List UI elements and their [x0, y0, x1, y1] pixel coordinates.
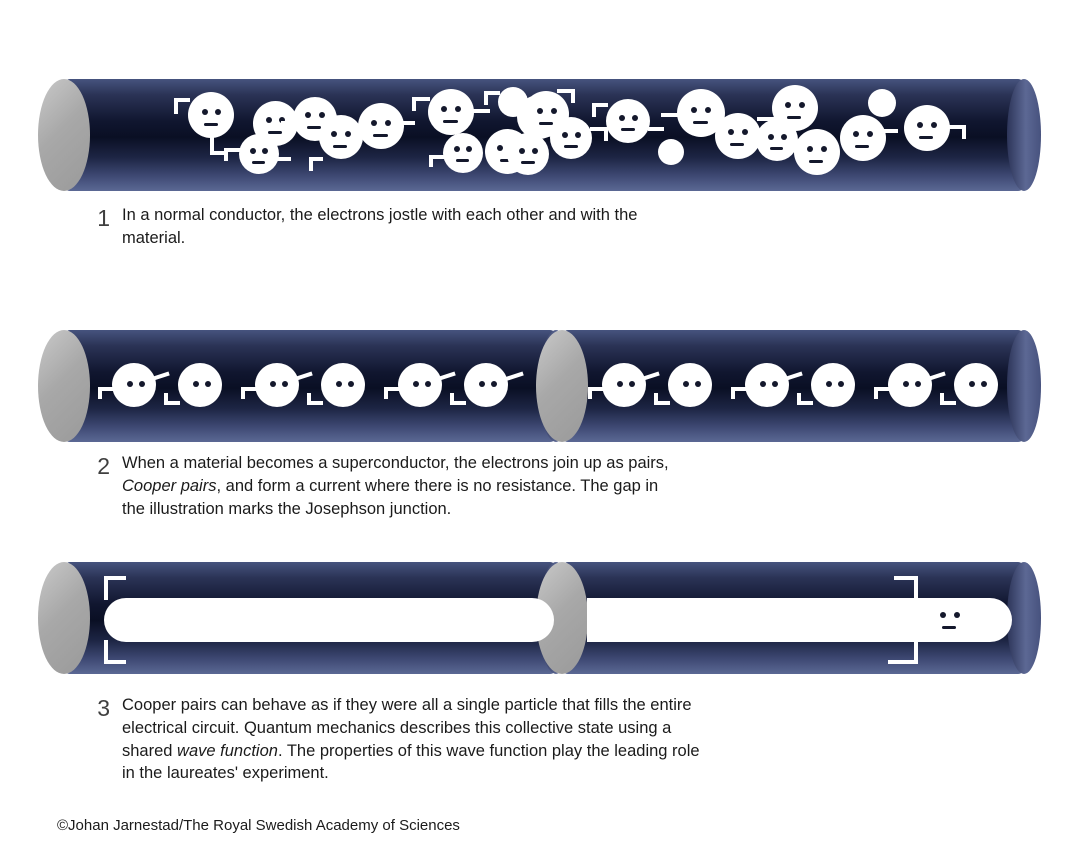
electron-eye — [202, 109, 208, 115]
electron-limb — [429, 155, 433, 167]
electron — [188, 92, 234, 138]
cooper-pair-electron — [255, 363, 299, 407]
electron-limb — [472, 109, 490, 113]
electron-eye — [385, 120, 391, 126]
electron-mouth — [621, 128, 635, 131]
caption-segment: , and form a current where there is no resistance. The gap in the illustration marks the Josephson junction. — [122, 476, 659, 518]
electron-eye — [853, 131, 859, 137]
electron-limb — [648, 127, 664, 131]
electron-limb — [273, 157, 291, 161]
electron-limb — [164, 393, 168, 405]
electron-limb — [241, 387, 245, 399]
electron-eye — [537, 108, 543, 114]
electron-limb — [962, 125, 966, 139]
electron-limb — [224, 148, 228, 161]
electron-mouth — [268, 131, 282, 134]
electron-eye — [821, 146, 827, 152]
tube-right-cap — [1007, 562, 1041, 674]
electron-mouth — [521, 161, 535, 164]
electron — [794, 129, 840, 175]
caption-number: 3 — [97, 695, 110, 721]
electron-eye — [867, 131, 873, 137]
cooper-pair-electron — [398, 363, 442, 407]
caption-segment: . The properties of this wave function play the leading role in the laureates' experiment. — [122, 741, 700, 783]
electron-eye — [331, 131, 337, 137]
electron-limb — [98, 387, 102, 399]
electron-eye — [785, 102, 791, 108]
electron-eye — [193, 381, 199, 387]
electron-eye — [705, 107, 711, 113]
electron-eye — [215, 109, 221, 115]
tube-left-cap — [38, 330, 90, 442]
electron-mouth — [307, 126, 321, 129]
electron-mouth — [809, 160, 823, 163]
blob-limb — [104, 660, 126, 664]
electron-limb — [400, 121, 415, 125]
electron-eye — [455, 106, 461, 112]
electron-mouth — [564, 145, 578, 148]
electron-limb — [571, 89, 575, 103]
blob-limb — [104, 576, 126, 580]
electron-mouth — [252, 161, 265, 164]
electron-eye — [425, 381, 431, 387]
electron-eye — [969, 381, 975, 387]
tube-left-cap — [38, 79, 90, 191]
electron-mouth — [787, 116, 801, 119]
blob-eye — [954, 612, 960, 618]
blob-limb — [894, 576, 918, 580]
caption-segment: Cooper pairs can behave as if they were all a single particle that fills the entire electrical circuit. Quantum mechanics describes this collective state using a shared — [122, 696, 692, 760]
caption-emphasis: Cooper pairs — [122, 476, 217, 495]
electron-limb — [384, 387, 388, 399]
cooper-pair-electron — [464, 363, 508, 407]
caption-emphasis: wave function — [177, 741, 278, 760]
electron-mouth — [456, 159, 469, 162]
electron-eye — [466, 146, 472, 152]
tube-left-cap — [536, 330, 588, 442]
figure-credit: ©Johan Jarnestad/The Royal Swedish Academy of Sciences — [57, 817, 460, 834]
electron-limb — [588, 387, 592, 399]
panel-normal-conductor — [42, 79, 1007, 191]
electron — [904, 105, 950, 151]
electron-eye — [799, 102, 805, 108]
electron — [358, 103, 404, 149]
electron-eye — [139, 381, 145, 387]
electron — [606, 99, 650, 143]
electron-eye — [691, 107, 697, 113]
electron-eye — [695, 381, 701, 387]
electron-limb — [780, 123, 796, 127]
electron-eye — [981, 381, 987, 387]
electron-eye — [575, 132, 581, 138]
electron-mouth — [730, 143, 744, 146]
electron-limb — [731, 387, 735, 399]
electron-eye — [371, 120, 377, 126]
electron-eye — [497, 145, 503, 151]
electron-eye — [629, 381, 635, 387]
electron — [868, 89, 896, 117]
electron-mouth — [539, 122, 553, 125]
caption-1 — [80, 204, 682, 250]
electron-mouth — [919, 136, 933, 139]
electron-eye — [127, 381, 133, 387]
electron — [507, 133, 549, 175]
electron-eye — [336, 381, 342, 387]
electron-eye — [441, 106, 447, 112]
electron-limb — [307, 393, 311, 405]
electron-eye — [479, 381, 485, 387]
electron-eye — [345, 131, 351, 137]
electron-eye — [491, 381, 497, 387]
electron-eye — [532, 148, 538, 154]
electron-limb — [882, 129, 898, 133]
panel-superconductor — [42, 330, 1007, 442]
tube-left-cap — [38, 562, 90, 674]
electron-eye — [826, 381, 832, 387]
cooper-pair-electron — [954, 363, 998, 407]
electron-limb — [661, 113, 679, 117]
electron-limb — [281, 121, 296, 125]
cooper-pair-electron — [602, 363, 646, 407]
electron-eye — [266, 117, 272, 123]
electron-eye — [519, 148, 525, 154]
electron-eye — [305, 112, 311, 118]
caption-text — [122, 694, 712, 785]
caption-number: 2 — [97, 453, 110, 479]
electron-limb — [450, 393, 454, 405]
caption-text — [122, 204, 682, 250]
cooper-pair-electron — [811, 363, 855, 407]
electron-eye — [413, 381, 419, 387]
wave-function-blob-left — [104, 598, 554, 642]
electron-eye — [917, 122, 923, 128]
electron — [715, 113, 761, 159]
electron-eye — [348, 381, 354, 387]
electron-mouth — [855, 145, 869, 148]
electron-eye — [781, 134, 787, 140]
electron-limb — [654, 393, 658, 405]
tube-right-cap — [1007, 330, 1041, 442]
electron-mouth — [443, 120, 458, 123]
electron-mouth — [770, 147, 783, 150]
cooper-pair-electron — [668, 363, 712, 407]
electron-mouth — [204, 123, 218, 126]
electron-limb — [874, 387, 878, 399]
electron-eye — [742, 129, 748, 135]
electron-eye — [760, 381, 766, 387]
cooper-pair-electron — [321, 363, 365, 407]
electron-limb — [797, 393, 801, 405]
electron-eye — [772, 381, 778, 387]
caption-number: 1 — [97, 205, 110, 231]
electron-eye — [838, 381, 844, 387]
caption-segment: When a material becomes a superconductor, the electrons join up as pairs, — [122, 454, 669, 472]
electron-eye — [319, 112, 325, 118]
electron-eye — [454, 146, 460, 152]
caption-text — [122, 452, 682, 520]
electron-mouth — [693, 121, 708, 124]
electron-eye — [728, 129, 734, 135]
electron-eye — [768, 134, 774, 140]
panel-wave-function — [42, 562, 1007, 674]
wave-function-blob-right — [587, 598, 1012, 642]
electron — [658, 139, 684, 165]
electron-limb — [412, 97, 416, 111]
electron-limb — [174, 98, 178, 114]
electron-eye — [262, 148, 268, 154]
electron — [523, 91, 569, 137]
electron-limb — [592, 103, 596, 117]
caption-2 — [80, 452, 682, 520]
electron-limb — [940, 393, 944, 405]
electron-eye — [205, 381, 211, 387]
electron-eye — [282, 381, 288, 387]
electron-eye — [270, 381, 276, 387]
cooper-pair-electron — [745, 363, 789, 407]
electron — [840, 115, 886, 161]
electron-limb — [309, 157, 313, 171]
electron-eye — [250, 148, 256, 154]
blob-limb — [888, 660, 918, 664]
electron-eye — [619, 115, 625, 121]
blob-eye — [940, 612, 946, 618]
electron-eye — [562, 132, 568, 138]
electron-eye — [617, 381, 623, 387]
electron-eye — [903, 381, 909, 387]
electron-eye — [683, 381, 689, 387]
electron — [319, 115, 363, 159]
caption-segment: In a normal conductor, the electrons jostle with each other and with the material. — [122, 206, 638, 247]
electron-eye — [551, 108, 557, 114]
electron-eye — [632, 115, 638, 121]
electron — [443, 133, 483, 173]
tube-right-cap — [1007, 79, 1041, 191]
caption-3 — [80, 694, 712, 785]
electron-mouth — [373, 134, 388, 137]
electron-eye — [915, 381, 921, 387]
cooper-pair-electron — [178, 363, 222, 407]
electron-eye — [807, 146, 813, 152]
electron-eye — [931, 122, 937, 128]
electron — [428, 89, 474, 135]
electron-limb — [484, 91, 488, 105]
cooper-pair-electron — [888, 363, 932, 407]
cooper-pair-electron — [112, 363, 156, 407]
blob-mouth — [942, 626, 956, 629]
electron-mouth — [333, 145, 347, 148]
